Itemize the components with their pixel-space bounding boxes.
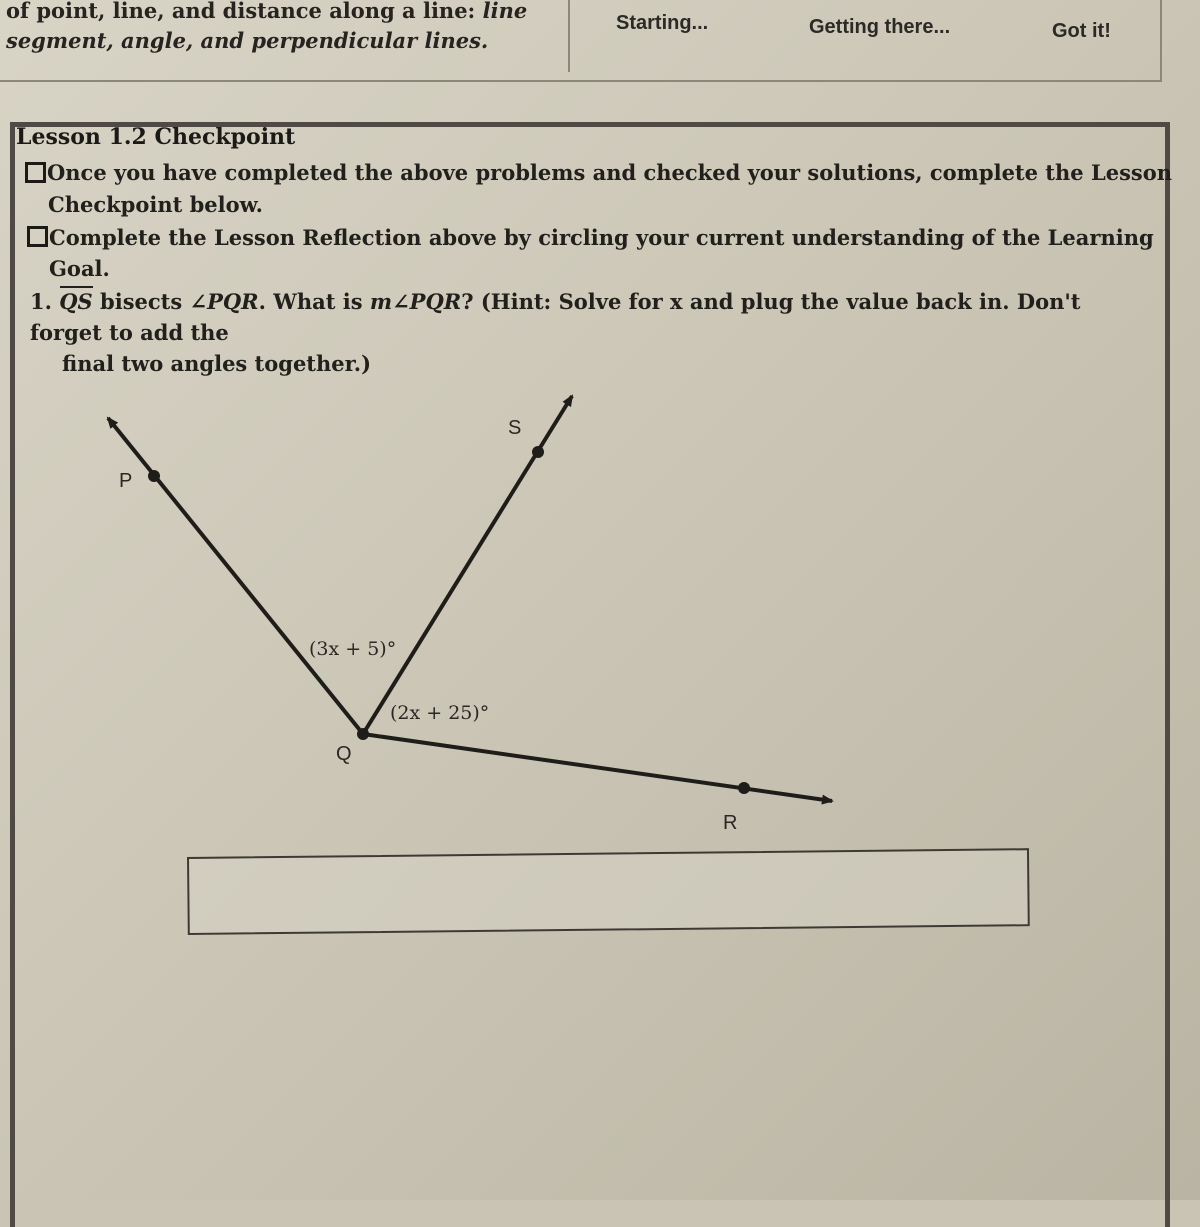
learning-goal-line2: segment, angle, and perpendicular lines. bbox=[6, 28, 489, 53]
question-text-b: . What is bbox=[258, 289, 370, 314]
point-r bbox=[738, 782, 750, 794]
point-p bbox=[148, 470, 160, 482]
checkpoint-item1-line1: Once you have completed the above problems and checked your solutions, complete the Lesson bbox=[47, 160, 1172, 185]
label-q: Q bbox=[336, 743, 352, 765]
label-s: S bbox=[508, 417, 522, 439]
question-number: 1. bbox=[30, 289, 52, 314]
label-r: R bbox=[723, 812, 738, 834]
scale-getting-there[interactable]: Getting there... bbox=[809, 16, 951, 38]
label-p: P bbox=[119, 470, 133, 492]
checkpoint-item1-line2: Checkpoint below. bbox=[48, 192, 263, 217]
scale-got-it[interactable]: Got it! bbox=[1052, 20, 1111, 42]
scale-starting[interactable]: Starting... bbox=[616, 12, 709, 34]
ray-qr bbox=[363, 734, 832, 801]
point-s bbox=[532, 446, 544, 458]
angle-sqr-expression: (2x + 25)° bbox=[390, 702, 490, 724]
answer-box[interactable] bbox=[187, 848, 1030, 935]
question-text-c: ? (Hint: Solve for x and plug the value back in. Don't forget to add the bbox=[30, 289, 1081, 345]
question-text-a: bisects bbox=[92, 289, 190, 314]
checkpoint-title: Lesson 1.2 Checkpoint bbox=[16, 124, 296, 150]
measure-pqr-symbol: m∠PQR bbox=[369, 289, 462, 314]
learning-goal-line1: of point, line, and distance along a line: bbox=[6, 0, 483, 23]
ray-qp bbox=[108, 418, 363, 734]
checkpoint-item2: Complete the Lesson Reflection above by circling your current understanding of the Learning Goal. bbox=[49, 225, 1154, 281]
learning-goal-line1-italic: line bbox=[482, 0, 528, 23]
angle-pqr-symbol: ∠PQR bbox=[189, 289, 259, 314]
ray-qs-label: QS bbox=[59, 286, 92, 317]
point-q bbox=[357, 728, 369, 740]
question-line2: final two angles together.) bbox=[62, 351, 372, 376]
angle-pqs-expression: (3x + 5)° bbox=[309, 638, 397, 660]
